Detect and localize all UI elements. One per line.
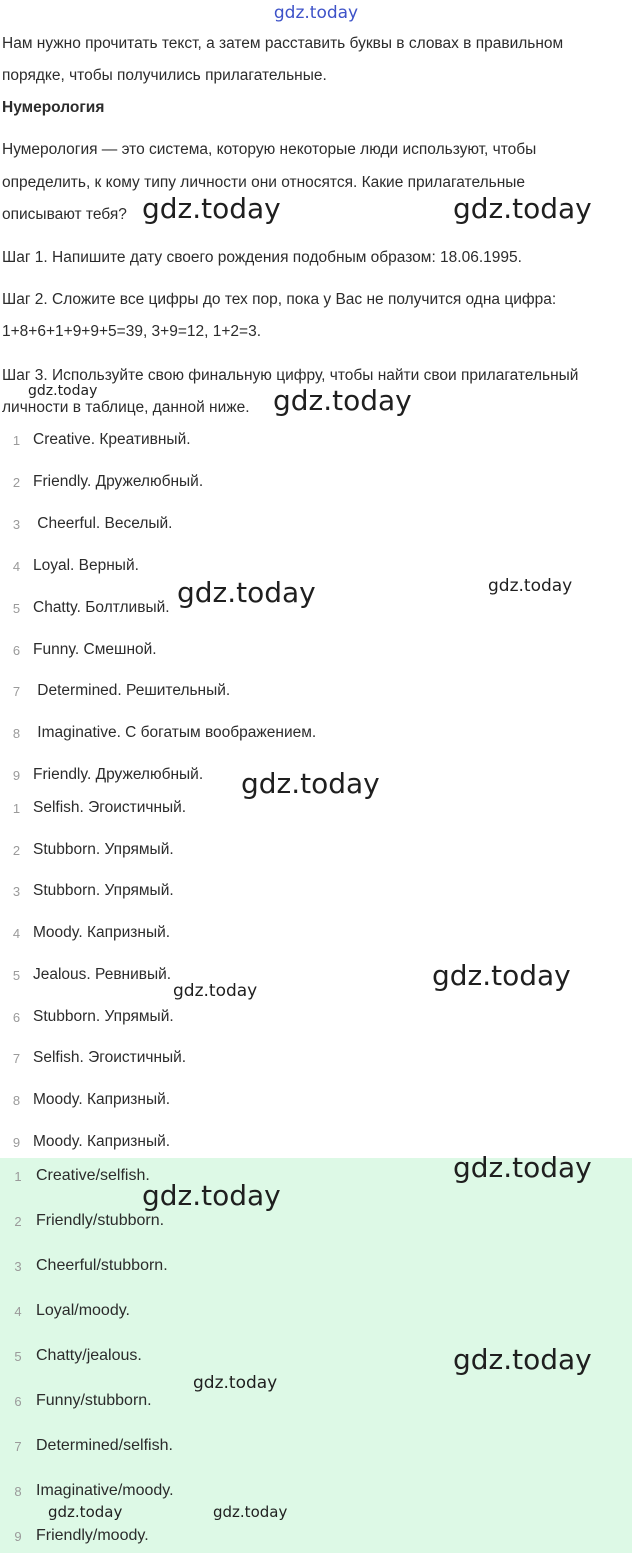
list-number: 3 xyxy=(12,883,21,899)
watermark: gdz.today xyxy=(432,959,571,992)
list-text: Stubborn. Упрямый. xyxy=(33,882,174,899)
list-number: 6 xyxy=(14,1393,22,1409)
answer-text: Funny/stubborn. xyxy=(36,1392,152,1409)
watermark: gdz.today xyxy=(142,192,281,225)
list-number: 9 xyxy=(14,1528,22,1544)
list-text: Loyal. Верный. xyxy=(33,557,139,574)
watermark: gdz.today xyxy=(273,384,412,417)
answers-box xyxy=(0,1158,632,1553)
list-number: 3 xyxy=(12,516,21,532)
watermark: gdz.today xyxy=(193,1373,278,1393)
site-logo[interactable]: gdz.today xyxy=(273,3,359,23)
answer-text: Cheerful/stubborn. xyxy=(36,1257,168,1274)
list-text: Chatty. Болтливый. xyxy=(33,599,170,616)
watermark: gdz.today xyxy=(453,192,592,225)
list-item xyxy=(0,921,170,945)
list-text: Funny. Смешной. xyxy=(33,641,157,658)
answer-item xyxy=(0,1254,168,1278)
list-item xyxy=(0,838,174,862)
list-text: Imaginative. С богатым воображением. xyxy=(33,724,317,741)
list-number: 1 xyxy=(12,432,21,448)
watermark: gdz.today xyxy=(453,1151,592,1184)
list-item xyxy=(0,596,170,620)
step-1: Шаг 1. Напишите дату своего рождения подобным образом: 18.06.1995. xyxy=(2,249,522,266)
list-item xyxy=(0,512,172,536)
answer-item xyxy=(0,1389,152,1413)
list-text: Determined. Решительный. xyxy=(33,682,231,699)
watermark: gdz.today xyxy=(241,767,380,800)
list-number: 4 xyxy=(12,558,21,574)
list-item xyxy=(0,721,316,745)
list-number: 1 xyxy=(14,1168,22,1184)
answer-item xyxy=(0,1479,174,1503)
list-number: 7 xyxy=(12,683,21,699)
list-item xyxy=(0,638,157,662)
answer-text: Determined/selfish. xyxy=(36,1437,173,1454)
watermark: gdz.today xyxy=(488,576,573,596)
list-item xyxy=(0,1130,170,1154)
list-item xyxy=(0,470,203,494)
list-number: 2 xyxy=(14,1213,22,1229)
list-number: 7 xyxy=(14,1438,22,1454)
list-text: Stubborn. Упрямый. xyxy=(33,841,174,858)
list-item xyxy=(0,796,186,820)
list-text: Moody. Капризный. xyxy=(33,1133,171,1150)
list-number: 8 xyxy=(12,1092,21,1108)
list-text: Creative. Креативный. xyxy=(33,431,191,448)
answer-item xyxy=(0,1434,173,1458)
list-text: Moody. Капризный. xyxy=(33,924,171,941)
list-text: Friendly. Дружелюбный. xyxy=(33,473,204,490)
list-item xyxy=(0,1005,174,1029)
answer-text: Friendly/moody. xyxy=(36,1527,149,1544)
answer-text: Imaginative/moody. xyxy=(36,1482,174,1499)
answer-text: Creative/selfish. xyxy=(36,1167,150,1184)
list-text: Stubborn. Упрямый. xyxy=(33,1008,174,1025)
paragraph-line-3: описывают тебя? xyxy=(2,206,127,223)
answer-item xyxy=(0,1164,150,1188)
list-number: 5 xyxy=(12,967,21,983)
list-text: Jealous. Ревнивый. xyxy=(33,966,172,983)
step-3-line-1: Шаг 3. Используйте свою финальную цифру, чтобы найти свои прилагательный xyxy=(2,367,579,384)
watermark: gdz.today xyxy=(453,1343,592,1376)
list-number: 9 xyxy=(12,1134,21,1150)
step-2-line-1: Шаг 2. Сложите все цифры до тех пор, пока у Вас не получится одна цифра: xyxy=(2,291,557,308)
list-number: 5 xyxy=(12,600,21,616)
paragraph-line-2: определить, к кому типу личности они относятся. Какие прилагательные xyxy=(2,174,526,191)
watermark: gdz.today xyxy=(48,1503,123,1521)
list-number: 8 xyxy=(12,725,21,741)
watermark: gdz.today xyxy=(177,576,316,609)
list-number: 5 xyxy=(14,1348,22,1364)
list-number: 6 xyxy=(12,1009,21,1025)
watermark: gdz.today xyxy=(173,981,258,1001)
section-heading: Нумерология xyxy=(2,99,105,116)
step-3-line-2: личности в таблице, данной ниже. xyxy=(2,399,250,416)
watermark: gdz.today xyxy=(142,1179,281,1212)
list-item xyxy=(0,1046,186,1070)
list-text: Cheerful. Веселый. xyxy=(33,515,173,532)
list-item xyxy=(0,679,230,703)
watermark: gdz.today xyxy=(213,1503,288,1521)
step-2-line-2: 1+8+6+1+9+9+5=39, 3+9=12, 1+2=3. xyxy=(2,323,262,340)
answer-item xyxy=(0,1209,164,1233)
paragraph-line-1: Нумерология — это система, которую некоторые люди используют, чтобы xyxy=(2,141,537,158)
answer-item xyxy=(0,1299,130,1323)
list-item xyxy=(0,763,203,787)
answer-text: Chatty/jealous. xyxy=(36,1347,142,1364)
list-text: Friendly. Дружелюбный. xyxy=(33,766,204,783)
list-number: 4 xyxy=(12,925,21,941)
list-number: 4 xyxy=(14,1303,22,1319)
answer-item xyxy=(0,1524,149,1548)
instruction-line-2: порядке, чтобы получились прилагательные. xyxy=(2,67,327,84)
list-item xyxy=(0,1088,170,1112)
answer-text: Loyal/moody. xyxy=(36,1302,130,1319)
answer-text: Friendly/stubborn. xyxy=(36,1212,165,1229)
instruction-line-1: Нам нужно прочитать текст, а затем расставить буквы в словах в правильном xyxy=(2,35,564,52)
list-item xyxy=(0,554,139,578)
list-number: 1 xyxy=(12,800,21,816)
list-item xyxy=(0,879,174,903)
list-text: Selfish. Эгоистичный. xyxy=(33,1049,187,1066)
list-number: 9 xyxy=(12,767,21,783)
list-text: Selfish. Эгоистичный. xyxy=(33,799,187,816)
list-item xyxy=(0,428,191,452)
list-item xyxy=(0,963,171,987)
list-number: 8 xyxy=(14,1483,22,1499)
answer-item xyxy=(0,1344,142,1368)
watermark: gdz.today xyxy=(28,383,98,399)
list-number: 7 xyxy=(12,1050,21,1066)
list-number: 2 xyxy=(12,842,21,858)
list-number: 3 xyxy=(14,1258,22,1274)
list-number: 6 xyxy=(12,642,21,658)
list-text: Moody. Капризный. xyxy=(33,1091,171,1108)
list-number: 2 xyxy=(12,474,21,490)
